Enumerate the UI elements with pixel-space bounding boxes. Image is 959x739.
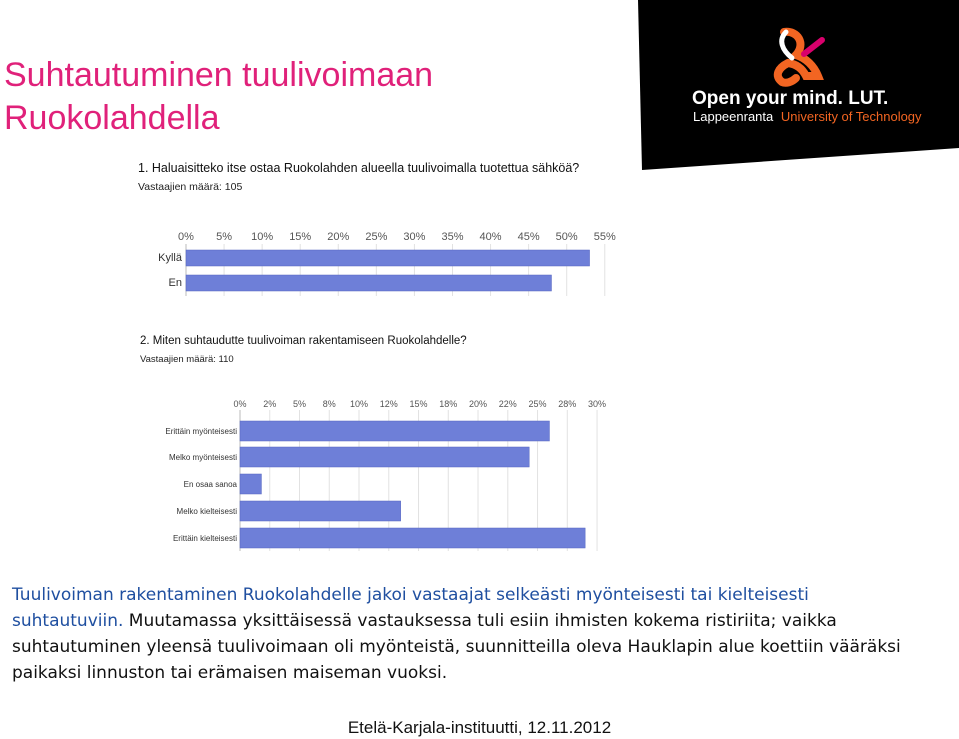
slide-title-line1: Suhtautuminen tuulivoimaan xyxy=(4,56,434,94)
logo-university-part1: Lappeenranta xyxy=(693,109,774,124)
footer-text: Etelä-Karjala-instituutti, 12.11.2012 xyxy=(347,718,612,737)
x-tick-label: 40% xyxy=(479,231,502,243)
x-tick-label: 18% xyxy=(439,399,458,409)
summary-paragraph xyxy=(12,582,912,686)
bar xyxy=(240,447,529,467)
x-tick-label: 10% xyxy=(251,231,274,243)
summary-black-text: Muutamassa yksittäisessä vastauksessa tuli esiin ihmisten kokema ristiriita; vaikka suhtautuminen yleensä tuulivoimaan oli myönteistä, suunnitteilla oleva Hauklapin alue koettiin vääräksi paikaksi linnuston tai erämaisen maiseman vuoksi. xyxy=(12,611,901,683)
x-tick-label: 5% xyxy=(293,399,307,409)
chart-title: 2. Miten suhtaudutte tuulivoiman rakentamiseen Ruokolahdelle? xyxy=(140,335,467,347)
category-label: En xyxy=(168,277,182,289)
slide-title-line2: Ruokolahdella xyxy=(4,99,220,137)
x-tick-label: 25% xyxy=(365,231,388,243)
x-tick-label: 30% xyxy=(403,231,426,243)
x-tick-label: 30% xyxy=(588,399,607,409)
logo-university-part2: University of Technology xyxy=(780,109,922,124)
x-tick-label: 45% xyxy=(517,231,540,243)
x-tick-label: 35% xyxy=(441,231,464,243)
x-tick-label: 8% xyxy=(322,399,336,409)
x-tick-label: 20% xyxy=(469,399,488,409)
x-tick-label: 20% xyxy=(327,231,350,243)
bar xyxy=(240,528,585,548)
x-tick-label: 0% xyxy=(178,231,194,243)
bar xyxy=(186,275,551,291)
category-label: Kyllä xyxy=(158,252,182,264)
bar xyxy=(240,501,401,521)
bar xyxy=(240,421,549,441)
summary-blue-text: Tuulivoiman rakentaminen Ruokolahdelle jakoi vastaajat selkeästi myönteisesti tai kielteisesti suhtautuviin. xyxy=(12,585,809,631)
x-tick-label: 5% xyxy=(216,231,233,243)
bar xyxy=(240,474,261,494)
x-tick-label: 15% xyxy=(289,231,312,243)
chart-respondent-count: Vastaajien määrä: 105 xyxy=(138,181,243,193)
logo-tagline: Open your mind. LUT. xyxy=(692,88,889,109)
x-tick-label: 0% xyxy=(233,399,247,409)
chart-respondent-count: Vastaajien määrä: 110 xyxy=(140,354,234,365)
x-tick-label: 12% xyxy=(379,399,398,409)
x-tick-label: 55% xyxy=(593,231,616,243)
category-label: Melko kielteisesti xyxy=(176,507,237,516)
bar xyxy=(186,250,590,266)
x-tick-label: 10% xyxy=(350,399,369,409)
category-label: Erittäin kielteisesti xyxy=(172,534,237,543)
category-label: Erittäin myönteisesti xyxy=(165,427,237,436)
x-tick-label: 22% xyxy=(498,399,517,409)
x-tick-label: 25% xyxy=(528,399,547,409)
x-tick-label: 15% xyxy=(409,399,428,409)
x-tick-label: 50% xyxy=(555,231,578,243)
x-tick-label: 28% xyxy=(558,399,577,409)
chart-title: 1. Haluaisitteko itse ostaa Ruokolahden alueella tuulivoimalla tuotettua sähköä? xyxy=(138,161,580,175)
category-label: En osaa sanoa xyxy=(183,480,237,489)
category-label: Melko myönteisesti xyxy=(168,453,237,462)
x-tick-label: 2% xyxy=(263,399,277,409)
